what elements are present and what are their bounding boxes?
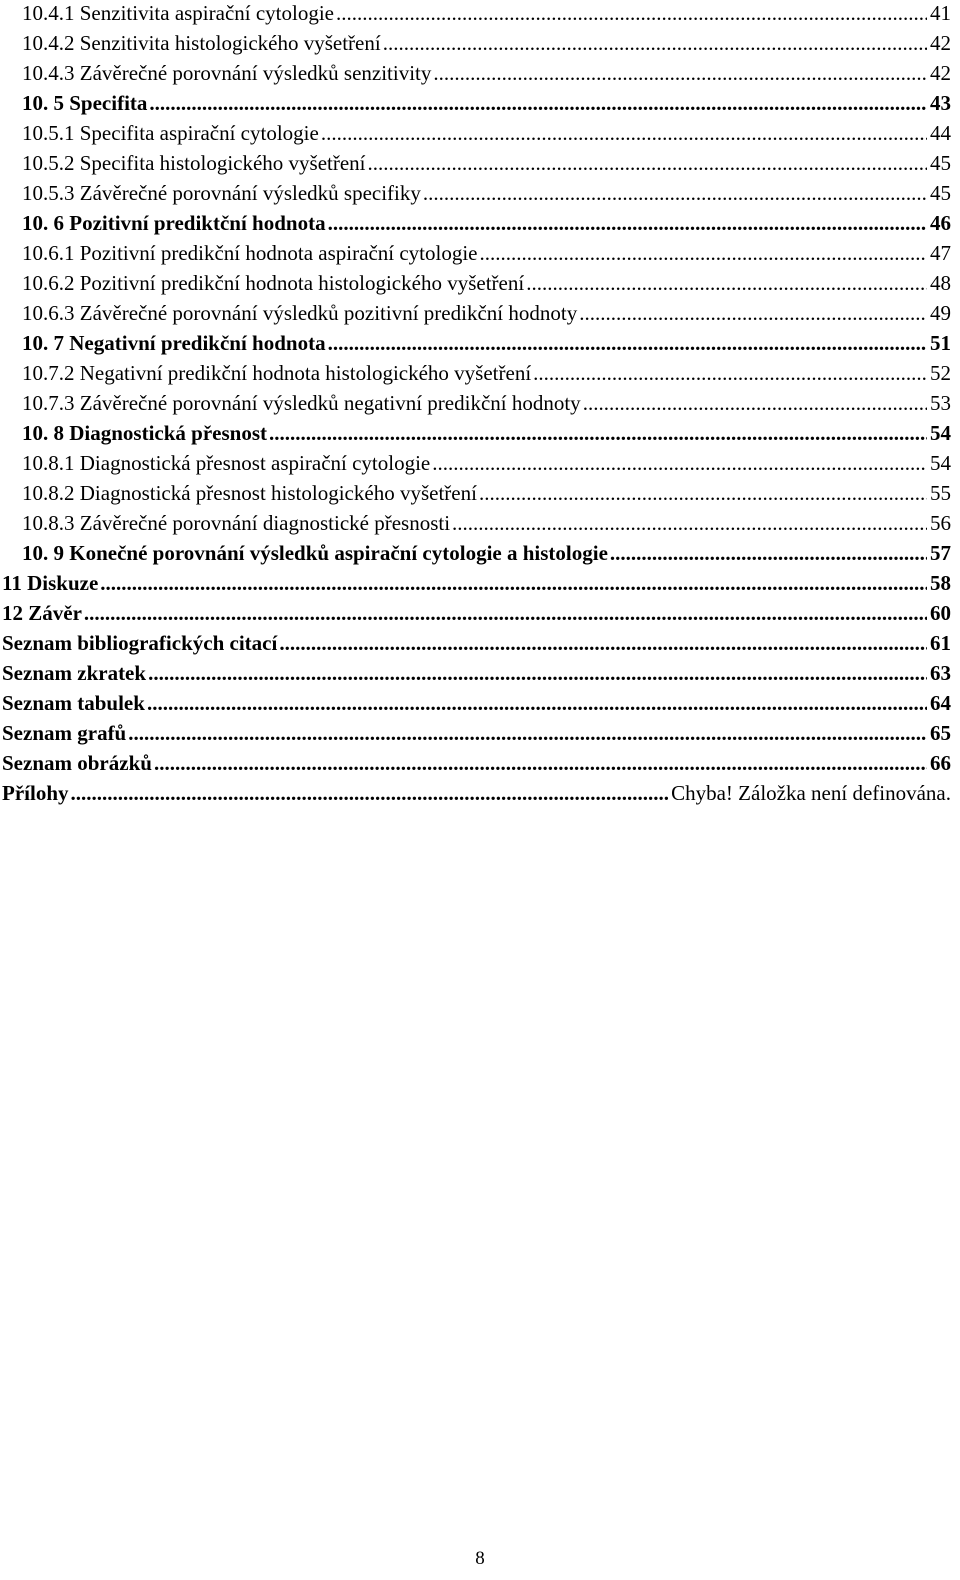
toc-entry-page: 66 [930,751,951,775]
toc-entry[interactable] [0,420,951,450]
toc-entry[interactable] [0,150,951,180]
toc-entry[interactable] [0,600,951,630]
toc-entry-label: 10.8.2 Diagnostická přesnost histologického vyšetření [22,481,477,505]
toc-entry[interactable] [0,270,951,300]
toc-dot-leader [279,630,927,656]
toc-entry-label: 10.5.2 Specifita histologického vyšetření [22,151,366,175]
toc-entry-page: Chyba! Záložka není definována. [671,781,951,805]
toc-entry-label: 10.4.2 Senzitivita histologického vyšetření [22,31,381,55]
toc-entry-label: 10.5.1 Specifita aspirační cytologie [22,121,319,145]
toc-entry[interactable] [0,390,951,420]
toc-entry-label: Seznam tabulek [2,691,145,715]
toc-dot-leader [452,510,927,536]
toc-dot-leader [336,0,927,26]
toc-entry-label: 10. 8 Diagnostická přesnost [22,421,268,445]
toc-entry-label: 10. 6 Pozitivní prediktční hodnota [22,211,326,235]
toc-entry-label: Seznam obrázků [2,751,152,775]
toc-entry[interactable] [0,240,951,270]
toc-entry[interactable] [0,780,951,810]
toc-entry-label: 10.4.1 Senzitivita aspirační cytologie [22,1,335,25]
toc-dot-leader [100,570,927,596]
toc-entry[interactable] [0,450,951,480]
toc-entry-label: 10.8.3 Závěrečné porovnání diagnostické přesnosti [22,511,451,535]
toc-entry-page: 61 [930,631,951,655]
toc-dot-leader [433,60,927,86]
toc-entry[interactable] [0,720,951,750]
toc-dot-leader [71,780,669,806]
toc-dot-leader [423,180,927,206]
toc-entry-page: 63 [930,661,951,685]
toc-entry-label: 10.6.1 Pozitivní predikční hodnota aspirační cytologie [22,241,478,265]
toc-entry-page: 54 [930,451,951,475]
toc-entry-label: 12 Závěr [2,601,82,625]
toc-entry[interactable] [0,690,951,720]
toc-entry-label: 10.7.3 Závěrečné porovnání výsledků negativní predikční hodnoty [22,391,581,415]
toc-entry-page: 48 [930,271,951,295]
toc-entry-page: 47 [930,241,951,265]
toc-entry-label: 10.6.2 Pozitivní predikční hodnota histologického vyšetření [22,271,525,295]
toc-dot-leader [148,660,927,686]
toc-dot-leader [154,750,927,776]
toc-entry[interactable] [0,330,951,360]
toc-entry-label: 10.5.3 Závěrečné porovnání výsledků specifiky [22,181,421,205]
toc-entry-page: 44 [930,121,951,145]
toc-entry[interactable] [0,630,951,660]
toc-entry[interactable] [0,570,951,600]
toc-entry-page: 49 [930,301,951,325]
toc-dot-leader [432,450,927,476]
toc-dot-leader [479,480,927,506]
toc-entry-page: 46 [930,211,951,235]
toc-entry-label: 11 Diskuze [2,571,99,595]
toc-entry-label: Seznam bibliografických citací [2,631,278,655]
toc-entry[interactable] [0,30,951,60]
toc-dot-leader [328,210,927,236]
toc-entry-label: 10.7.2 Negativní predikční hodnota histologického vyšetření [22,361,532,385]
toc-entry-page: 42 [930,31,951,55]
toc-dot-leader [383,30,927,56]
toc-entry-page: 60 [930,601,951,625]
toc-entry[interactable] [0,210,951,240]
toc-entry[interactable] [0,0,951,30]
toc-entry-page: 65 [930,721,951,745]
toc-entry-label: 10.6.3 Závěrečné porovnání výsledků pozitivní predikční hodnoty [22,301,578,325]
toc-entry-page: 41 [930,1,951,25]
toc-dot-leader [583,390,927,416]
toc-entry-label: Seznam zkratek [2,661,147,685]
toc-entry-label: Přílohy [2,781,69,805]
toc-dot-leader [533,360,927,386]
toc-dot-leader [149,90,927,116]
toc-dot-leader [147,690,927,716]
toc-entry-page: 53 [930,391,951,415]
toc-dot-leader [480,240,928,266]
toc-dot-leader [128,720,927,746]
toc-entry[interactable] [0,510,951,540]
toc-entry[interactable] [0,60,951,90]
toc-entry[interactable] [0,120,951,150]
toc-entry[interactable] [0,180,951,210]
page-number: 8 [475,1548,485,1569]
toc-entry-label: 10.4.3 Závěrečné porovnání výsledků senzitivity [22,61,432,85]
toc-dot-leader [579,300,927,326]
toc-entry[interactable] [0,90,951,120]
toc-entry-page: 45 [930,151,951,175]
toc-entry-label: 10.8.1 Diagnostická přesnost aspirační cytologie [22,451,431,475]
toc-entry-page: 51 [930,331,951,355]
toc-entry-label: 10. 5 Specifita [22,91,148,115]
toc-dot-leader [328,330,927,356]
toc-entry-page: 58 [930,571,951,595]
toc-entry-page: 54 [930,421,951,445]
toc-entry-label: 10. 9 Konečné porovnání výsledků aspirační cytologie a histologie [22,541,608,565]
toc-entry-label: 10. 7 Negativní predikční hodnota [22,331,326,355]
toc-entry[interactable] [0,480,951,510]
toc-entry-page: 45 [930,181,951,205]
toc-entry-page: 43 [930,91,951,115]
toc-entry-label: Seznam grafů [2,721,127,745]
toc-entry-page: 56 [930,511,951,535]
toc-entry-page: 57 [930,541,951,565]
toc-entry-page: 42 [930,61,951,85]
toc-entry-page: 64 [930,691,951,715]
toc-entry[interactable] [0,750,951,780]
toc-entry-page: 55 [930,481,951,505]
toc-dot-leader [368,150,927,176]
toc-entry-page: 52 [930,361,951,385]
toc-dot-leader [321,120,927,146]
toc-dot-leader [526,270,927,296]
toc-dot-leader [84,600,927,626]
toc-dot-leader [610,540,927,566]
toc-entry[interactable] [0,660,951,690]
toc-entry[interactable] [0,360,951,390]
toc-dot-leader [269,420,927,446]
toc-entry[interactable] [0,540,951,570]
toc-entry[interactable] [0,300,951,330]
